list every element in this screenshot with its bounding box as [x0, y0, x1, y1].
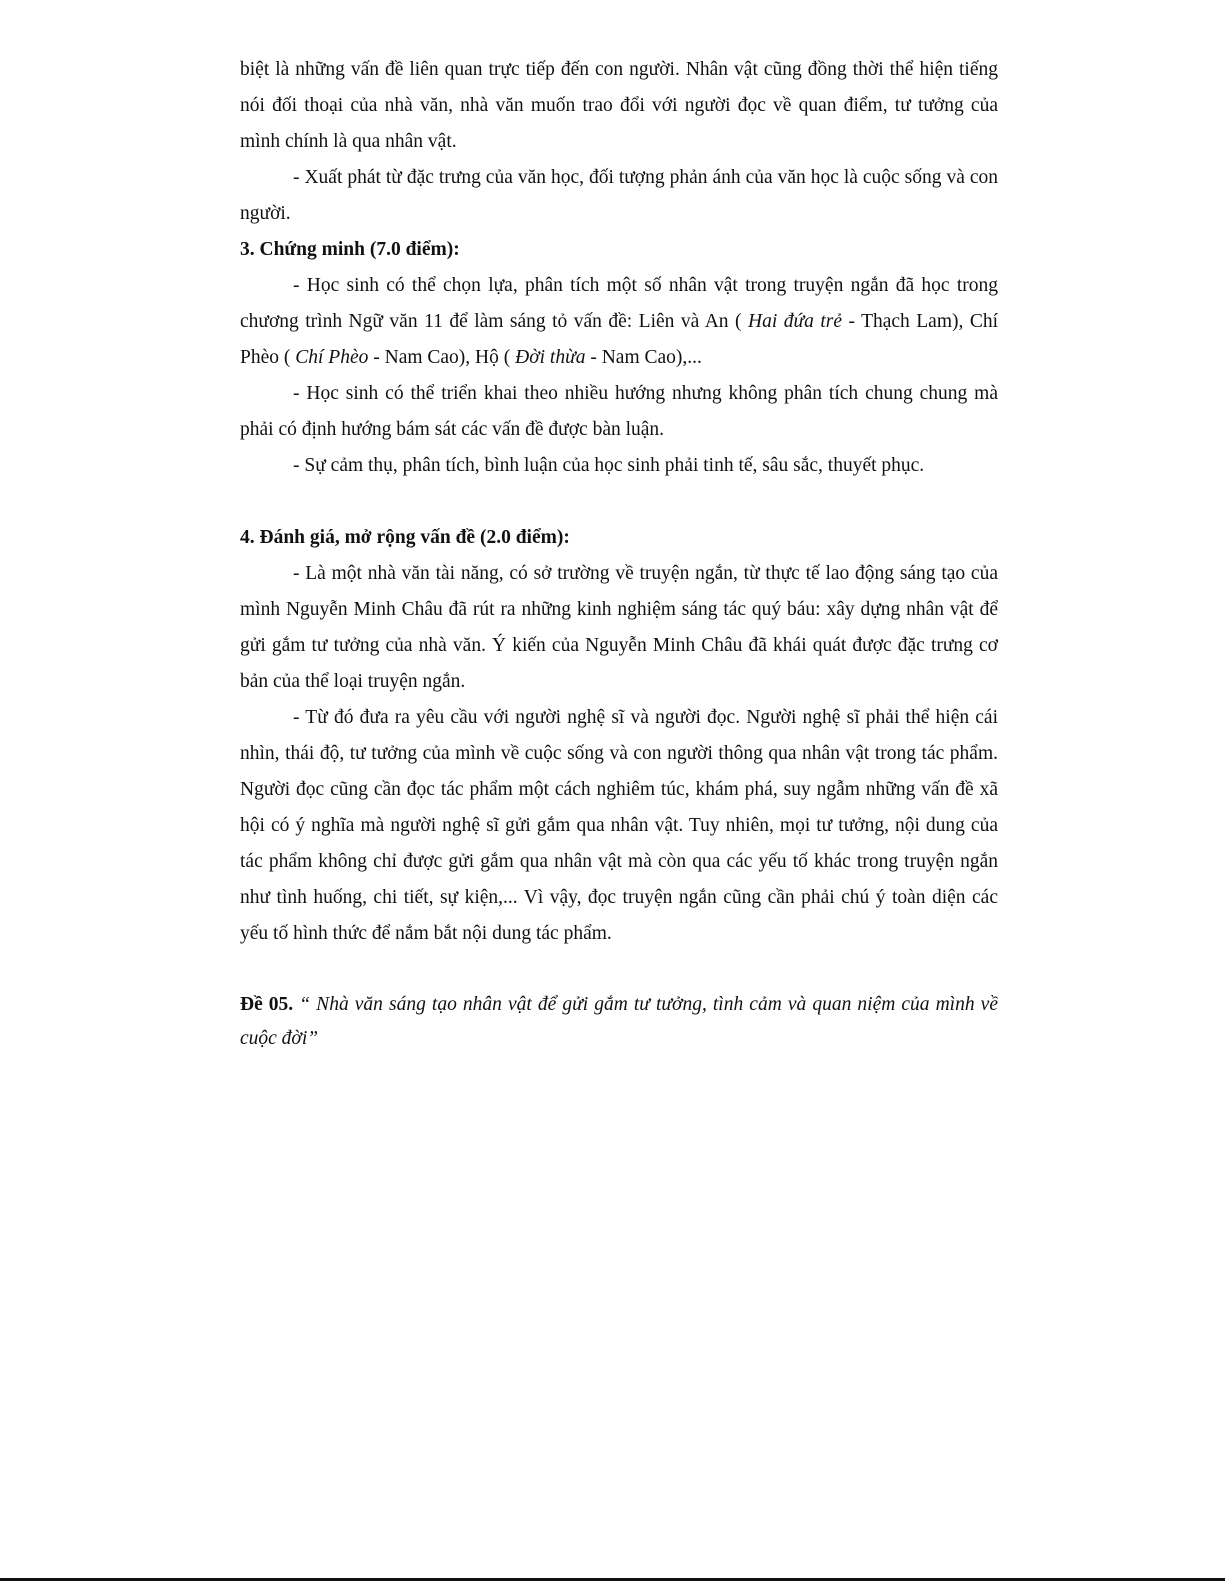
examples-text-d: - Nam Cao),...	[585, 347, 702, 368]
work-title-doi-thua: Đời thừa	[515, 347, 586, 368]
paragraph-assessment: - Là một nhà văn tài năng, có sở trường về truyện ngắn, từ thực tế lao động sáng tạo của mình Nguyễn Minh Châu đã rút ra những kinh nghiệm sáng tác quý báu: xây dựng nhân vật để gửi gắm tư tưởng của nhà văn. Ý kiến của Nguyễn Minh Châu đã khái quát được đặc trưng cơ bản của thể loại truyện ngắn.	[240, 563, 998, 692]
paragraph-requirements: - Từ đó đưa ra yêu cầu với người nghệ sĩ và người đọc. Người nghệ sĩ phải thể hiện cái nhìn, thái độ, tư tưởng của mình về cuộc sống và con người thông qua nhân vật trong tác phẩm. Người đọc cũng cần đọc tác phẩm một cách nghiêm túc, khám phá, suy ngẫm những vấn đề xã hội có ý nghĩa mà người nghệ sĩ gửi gắm qua nhân vật. Tuy nhiên, mọi tư tưởng, nội dung của tác phẩm không chỉ được gửi gắm qua nhân vật mà còn qua các yếu tố khác trong truyện ngắn như tình huống, chi tiết, sự kiện,... Vì vậy, đọc truyện ngắn cũng cần phải chú ý toàn diện các yếu tố hình thức để nắm bắt nội dung tác phẩm.	[240, 707, 998, 944]
topic-label: Đề 05.	[240, 994, 294, 1015]
topic-quote: “ Nhà văn sáng tạo nhân vật để gửi gắm tư tưởng, tình cảm và quan niệm của mình về cuộc đời”	[240, 994, 998, 1049]
examples-text-b: - Thạch Lam), Chí Phèo (	[240, 311, 999, 368]
paragraph-examples	[240, 268, 998, 376]
exam-topic-05	[240, 988, 998, 1056]
examples-text-a: - Học sinh có thể chọn lựa, phân tích một số nhân vật trong truyện ngắn đã học trong chương trình Ngữ văn 11 để làm sáng tỏ vấn đề: Liên và An (	[240, 275, 998, 332]
paragraph-literary-object: - Xuất phát từ đặc trưng của văn học, đối tượng phản ánh của văn học là cuộc sống và con người.	[240, 167, 998, 224]
work-title-chi-pheo: Chí Phèo	[295, 347, 369, 368]
work-title-hai-dua-tre: Hai đứa trẻ	[747, 311, 842, 332]
examples-text-c: - Nam Cao), Hộ (	[368, 347, 516, 368]
page-bottom-border	[0, 1578, 1225, 1581]
spacer	[240, 484, 998, 520]
section-heading-4: 4. Đánh giá, mở rộng vấn đề (2.0 điểm):	[240, 527, 570, 548]
paragraph-directions: - Học sinh có thể triển khai theo nhiều hướng nhưng không phân tích chung chung mà phải có định hướng bám sát các vấn đề được bàn luận.	[240, 383, 998, 440]
spacer	[240, 952, 998, 988]
paragraph-continuation: biệt là những vấn đề liên quan trực tiếp đến con người. Nhân vật cũng đồng thời thể hiện tiếng nói đối thoại của nhà văn, nhà văn muốn trao đổi với người đọc về quan điểm, tư tưởng của mình chính là qua nhân vật.	[240, 59, 998, 152]
document-body	[240, 52, 998, 1056]
paragraph-analysis: - Sự cảm thụ, phân tích, bình luận của học sinh phải tinh tế, sâu sắc, thuyết phục.	[293, 455, 925, 476]
section-heading-3: 3. Chứng minh (7.0 điểm):	[240, 239, 460, 260]
